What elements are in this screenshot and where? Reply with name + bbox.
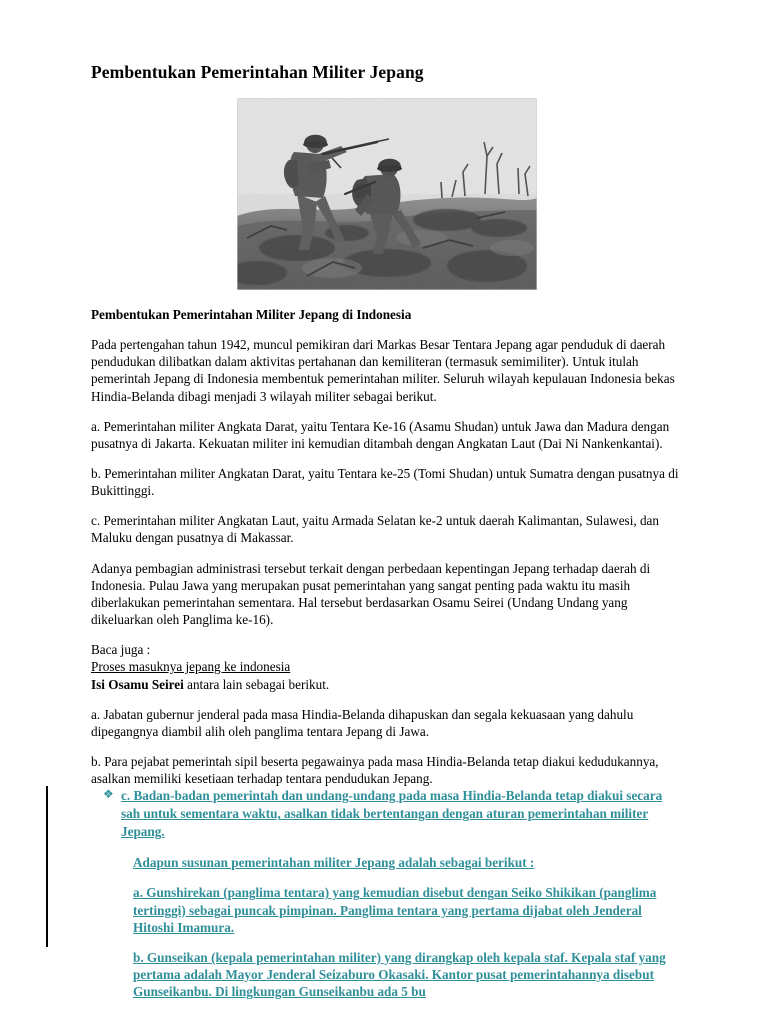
- paragraph-osamu-b: b. Para pejabat pemerintah sipil beserta pegawainya pada masa Hindia-Belanda tetap diakui kedudukannya, asalkan memiliki kesetiaan terhadap tentara pendudukan Jepang.: [91, 754, 659, 787]
- read-also-label: Baca juga :: [91, 642, 151, 658]
- paragraph-administration: Adanya pembagian administrasi tersebut terkait dengan perbedaan kepentingan Jepang terhadap daerah di Indonesia. Pulau Jawa yang merupakan pusat pemerintahan yang sangat penting pada waktu itu masih diberlakukan pemerintahan sementara. Hal tersebut berdasarkan Osamu Seirei (Undang Undang yang dikeluarkan oleh Panglima ke-16).: [91, 560, 651, 628]
- osamu-lead-bold: Isi Osamu Seirei: [91, 676, 184, 692]
- page-title: Pembentukan Pemerintahan Militer Jepang: [91, 62, 424, 82]
- paragraph-region-a: a. Pemerintahan militer Angkata Darat, yaitu Tentara Ke-16 (Asamu Shudan) untuk Jawa dan Madura dengan pusatnya di Jakarta. Kekuatan militer ini kemudian ditambah dengan Angkatan Laut (Dai Ni Nankenkantai).: [91, 418, 670, 451]
- figure-container: [91, 98, 679, 290]
- highlighted-struct-a: a. Gunshirekan (panglima tentara) yang kemudian disebut dengan Seiko Shikikan (panglima tertinggi) sebagai puncak pimpinan. Panglima tentara yang pertama dijabat oleh Jenderal Hitoshi Imamura.: [133, 885, 657, 935]
- osamu-lead-rest: antara lain sebagai berikut.: [183, 676, 330, 692]
- read-also-link-row: [91, 658, 679, 675]
- read-also-link[interactable]: Proses masuknya jepang ke indonesia: [91, 659, 291, 675]
- document-content: [91, 62, 679, 1013]
- highlighted-list: [91, 787, 679, 841]
- list-item-highlighted-c: [91, 787, 679, 841]
- paragraph-region-c: c. Pemerintahan militer Angkatan Laut, yaitu Armada Selatan ke-2 untuk daerah Kalimantan, Sulawesi, dan Maluku dengan pusatnya di Makassar.: [91, 513, 659, 546]
- section-subtitle: Pembentukan Pemerintahan Militer Jepang di Indonesia: [91, 306, 412, 322]
- soldiers-battlefield-photo: [237, 98, 537, 290]
- highlighted-struct-b: b. Gunseikan (kepala pemerintahan militer) yang dirangkap oleh kepala staf. Kepala staf yang pertama adalah Mayor Jenderal Seizaburo Okasaki. Kantor pusat pemerintahannya disebut Gunseikanbu. Di lingkungan Gunseikanbu ada 5 bu: [133, 949, 666, 1000]
- highlighted-item-c-text: c. Badan-badan pemerintah dan undang-undang pada masa Hindia-Belanda tetap diakui secara sah untuk sementara waktu, asalkan tidak bertentangan dengan aturan pemerintahan militer Jepang.: [121, 788, 663, 840]
- paragraph-osamu-a: a. Jabatan gubernur jenderal pada masa Hindia-Belanda dihapuskan dan segala kekuasaan yang dahulu dipegangnya diambil alih oleh panglima tentara Jepang di Jawa.: [91, 706, 634, 739]
- revision-change-bar: [46, 786, 48, 947]
- paragraph-region-b: b. Pemerintahan militer Angkatan Darat, yaitu Tentara ke-25 (Tomi Shudan) untuk Sumatra dengan pusatnya di Bukittinggi.: [91, 465, 679, 499]
- osamu-lead: [91, 676, 679, 693]
- paragraph-intro: Pada pertengahan tahun 1942, muncul pemikiran dari Markas Besar Tentara Jepang agar penduduk di daerah pendudukan dilibatkan dalam aktivitas pertahanan dan kemiliteran (termasuk semimiliter). Untuk itulah pemerintah Jepang di Indonesia membentuk pemerintahan militer. Seluruh wilayah kepulauan Indonesia bekas Hindia-Belanda dibagi menjadi 3 wilayah militer sebagai berikut.: [91, 337, 675, 404]
- diamond-bullet-icon: ❖: [103, 787, 114, 802]
- highlighted-intro-line: Adapun susunan pemerintahan militer Jepang adalah sebagai berikut :: [133, 855, 535, 871]
